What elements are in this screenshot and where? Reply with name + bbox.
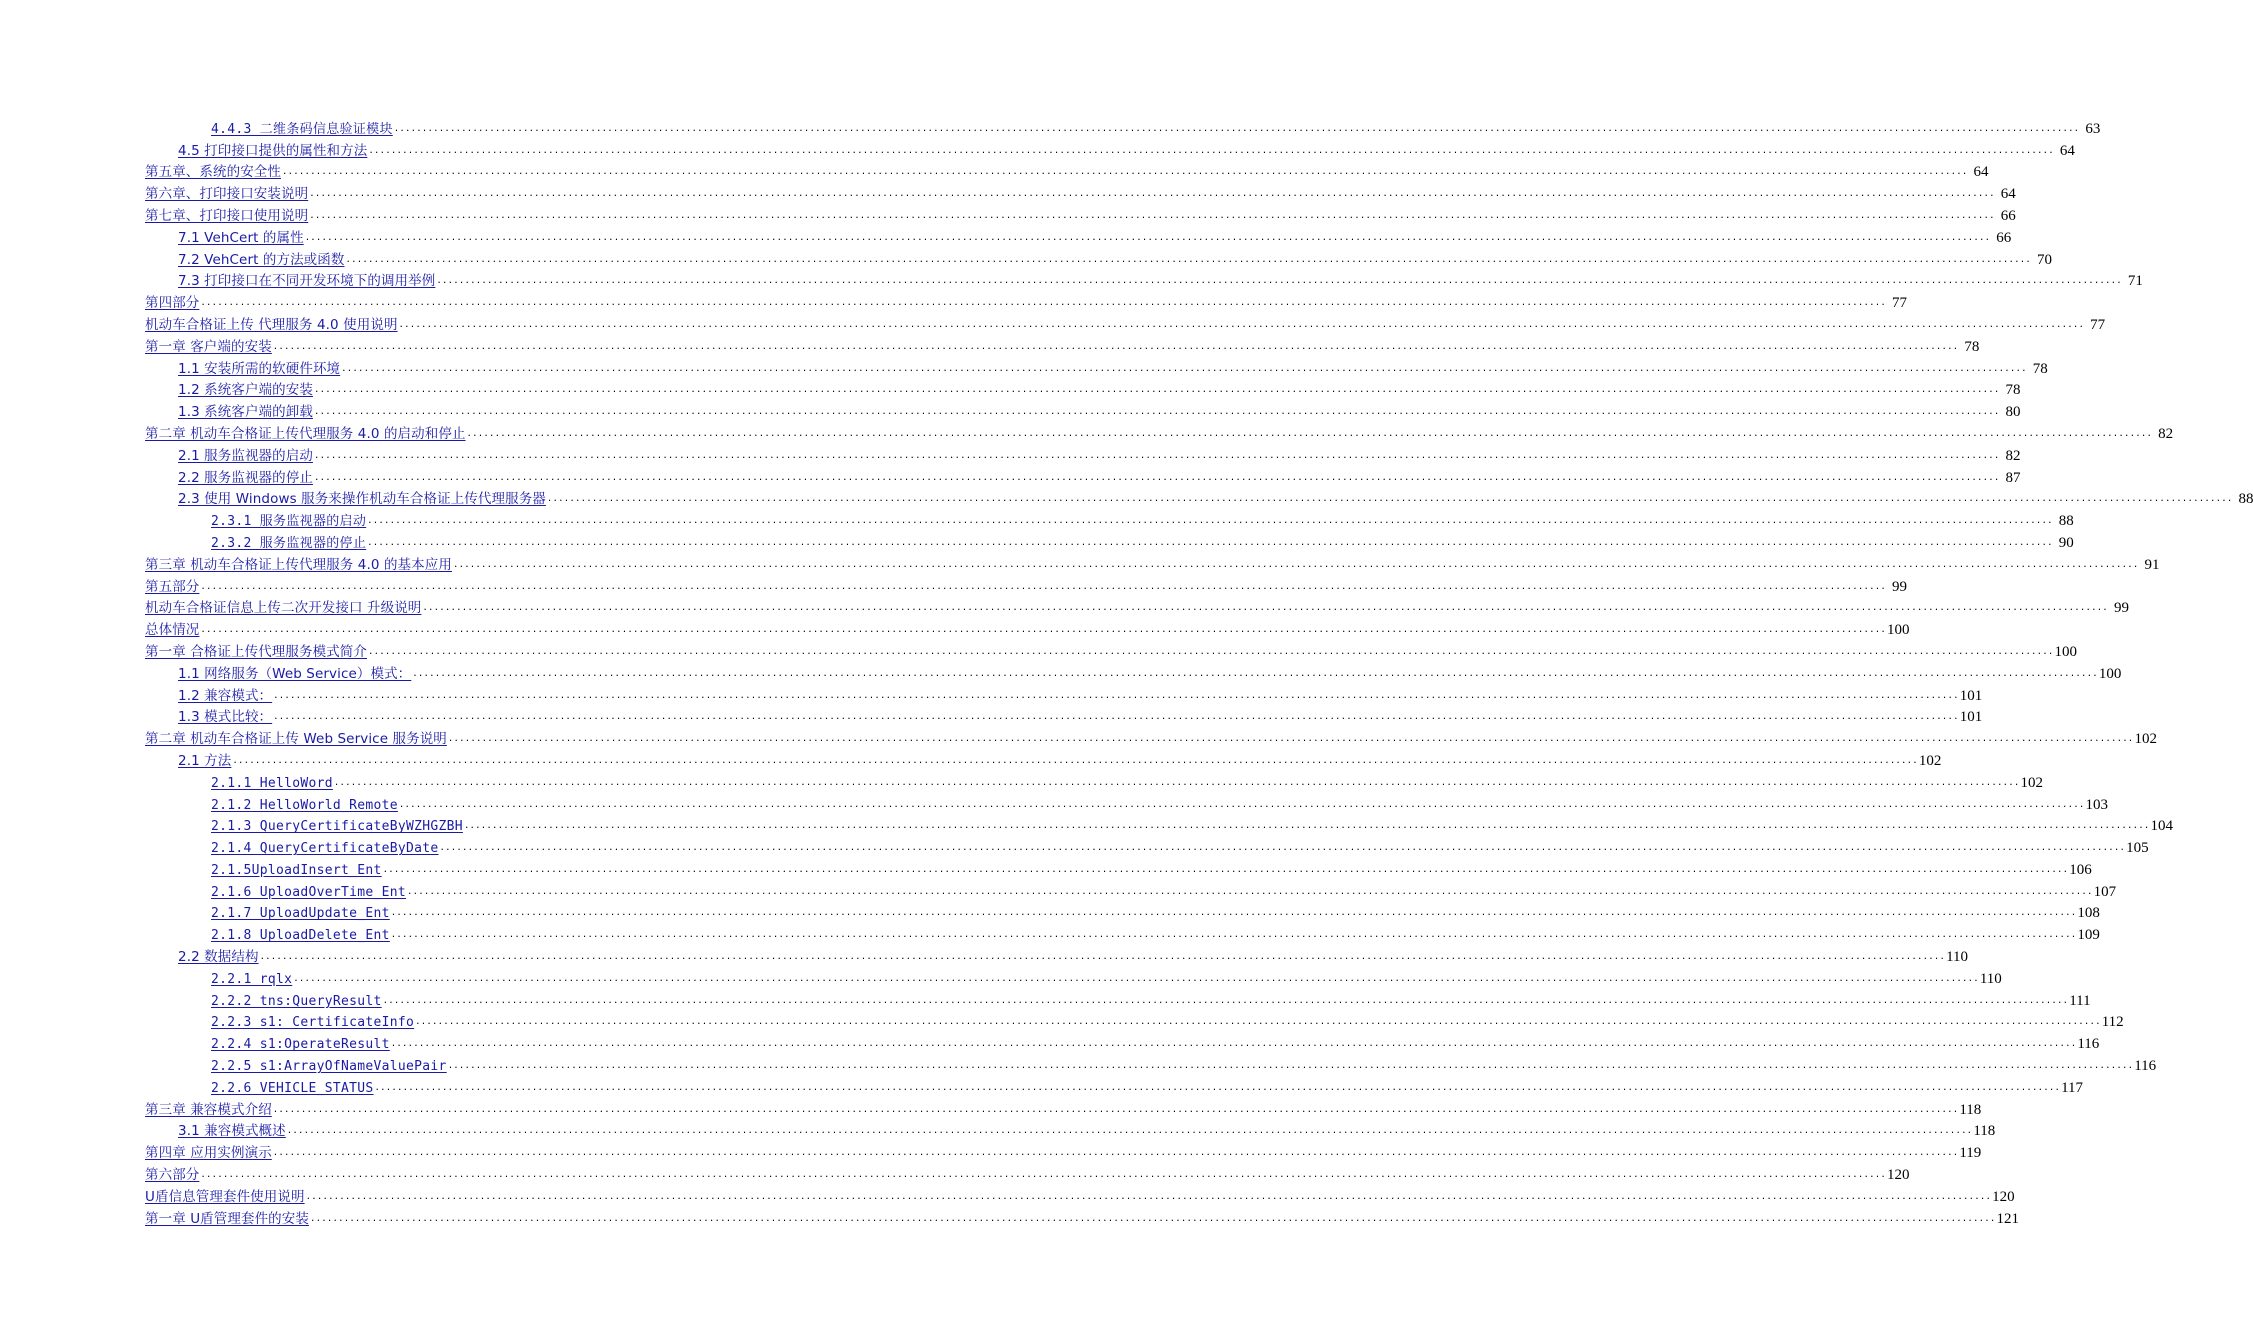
toc-page-number: 64 [2000, 186, 2016, 203]
dot-leader: ............................................................................................................................................................................................................................................................................................................ [313, 450, 2000, 461]
toc-entry-link[interactable]: 1.2 兼容模式： [178, 687, 273, 704]
toc-entry[interactable] [145, 1031, 2100, 1053]
toc-entry-link[interactable]: 2.1.7 UploadUpdate_Ent [211, 906, 390, 922]
toc-entry-link[interactable]: 1.3 模式比较： [178, 709, 273, 726]
toc-entry-link[interactable]: 2.1.6 UploadOverTime_Ent [211, 884, 407, 900]
toc-entry-link[interactable]: 2.2.6 VEHICLE_STATUS [211, 1080, 374, 1096]
toc-entry[interactable] [145, 770, 2043, 792]
toc-page-number: 103 [2085, 796, 2108, 813]
toc-page-number: 102 [1918, 752, 1942, 769]
toc-page-number: 66 [1996, 229, 2012, 246]
dot-leader: ............................................................................................................................................................................................................................................................................................................ [313, 472, 2000, 483]
dot-leader: ............................................................................................................................................................................................................................................................................................................ [200, 1170, 1886, 1181]
toc-entry[interactable] [145, 901, 2100, 923]
dot-leader: ............................................................................................................................................................................................................................................................................................................ [200, 298, 1886, 309]
toc-entry[interactable] [145, 356, 2048, 378]
dot-leader: ............................................................................................................................................................................................................................................................................................................ [422, 603, 2108, 614]
toc-entry-link[interactable]: 2.2 服务监视器的停止 [178, 469, 313, 486]
toc-entry[interactable] [145, 617, 1910, 639]
toc-entry-link[interactable]: 2.3.1 服务监视器的启动 [211, 514, 367, 530]
toc-page-number: 102 [2134, 731, 2157, 748]
toc-entry[interactable] [145, 596, 2129, 618]
toc-page-number: 100 [2054, 643, 2078, 660]
toc-entry[interactable] [145, 1140, 1982, 1162]
toc-page-number: 116 [2077, 1036, 2100, 1053]
dot-leader: ............................................................................................................................................................................................................................................................................................................ [273, 690, 1959, 701]
toc-page-number: 87 [2005, 469, 2021, 486]
toc-entry[interactable] [145, 792, 2108, 814]
toc-entry-link[interactable]: 2.2.1 rqlx [211, 971, 293, 987]
toc-entry[interactable] [145, 399, 2021, 421]
toc-page-number: 102 [2020, 774, 2043, 791]
toc-entry[interactable] [145, 269, 2143, 291]
toc-page-number: 105 [2126, 840, 2149, 857]
toc-page-number: 101 [1959, 687, 1983, 704]
toc-page-number: 110 [1979, 970, 2002, 987]
toc-entry[interactable] [145, 661, 2122, 683]
toc-entry-link[interactable]: 2.1.3 QueryCertificateByWZHGZBH [211, 819, 463, 835]
toc-entry-link[interactable]: 第三章 机动车合格证上传代理服务 4.0 的基本应用 [145, 556, 452, 573]
toc-entry-link[interactable]: 第六部分 [145, 1167, 200, 1184]
toc-page-number: 116 [2134, 1058, 2157, 1075]
toc-page-number: 101 [1959, 709, 1983, 726]
toc-page-number: 108 [2077, 905, 2100, 922]
toc-page-number: 82 [2158, 425, 2174, 442]
toc-entry[interactable] [145, 312, 2106, 334]
toc-entry[interactable] [145, 487, 2253, 509]
toc-entry-link[interactable]: 第二章 机动车合格证上传代理服务 4.0 的启动和停止 [145, 425, 466, 442]
toc-entry-link[interactable]: 第七章、打印接口使用说明 [145, 207, 309, 224]
toc-entry[interactable] [145, 290, 1907, 312]
toc-entry-link[interactable]: 4.4.3 二维条码信息验证模块 [211, 121, 393, 137]
toc-entry[interactable] [145, 944, 1969, 966]
toc-page-number: 106 [2069, 861, 2092, 878]
toc-page-number: 77 [2090, 316, 2106, 333]
toc-page-number: 80 [2005, 404, 2021, 421]
toc-entry-link[interactable]: 第五部分 [145, 578, 200, 595]
toc-entry-link[interactable]: 2.3 使用 Windows 服务来操作机动车合格证上传代理服务器 [178, 491, 546, 508]
toc-entry-link[interactable]: 第一章 合格证上传代理服务模式简介 [145, 643, 367, 660]
toc-entry[interactable] [145, 421, 2174, 443]
dot-leader: ............................................................................................................................................................................................................................................................................................................ [382, 995, 2069, 1006]
dot-leader: ............................................................................................................................................................................................................................................................................................................ [313, 385, 2000, 396]
toc-page-number: 100 [1886, 622, 1910, 639]
toc-entry[interactable] [145, 966, 2002, 988]
dot-leader: ............................................................................................................................................................................................................................................................................................................ [305, 1191, 1992, 1202]
toc-entry-link[interactable]: 2.3.2 服务监视器的停止 [211, 535, 367, 551]
toc-entry-link[interactable]: 1.1 网络服务（Web Service）模式： [178, 665, 412, 682]
dot-leader: ............................................................................................................................................................................................................................................................................................................ [368, 145, 2054, 156]
dot-leader: ............................................................................................................................................................................................................................................................................................................ [293, 973, 1979, 984]
toc-entry[interactable] [145, 1053, 2157, 1075]
toc-page-number: 70 [2037, 251, 2053, 268]
toc-entry[interactable] [145, 748, 1942, 770]
toc-page-number: 120 [1886, 1167, 1910, 1184]
toc-entry[interactable] [145, 879, 2117, 901]
toc-entry-link[interactable]: 2.2.5 s1:ArrayOfNameValuePair [211, 1059, 447, 1075]
toc-entry[interactable] [145, 552, 2160, 574]
toc-entry[interactable] [145, 835, 2149, 857]
toc-entry-link[interactable]: 第四章 应用实例演示 [145, 1145, 272, 1162]
dot-leader: ............................................................................................................................................................................................................................................................................................................ [447, 734, 2134, 745]
toc-entry[interactable] [145, 225, 2012, 247]
dot-leader: ............................................................................................................................................................................................................................................................................................................ [398, 319, 2085, 330]
dot-leader: ............................................................................................................................................................................................................................................................................................................ [452, 559, 2139, 570]
toc-page-number: 64 [2059, 142, 2075, 159]
toc-entry-link[interactable]: 2.1 服务监视器的启动 [178, 447, 313, 464]
toc-entry[interactable] [145, 726, 2157, 748]
toc-page-number: 88 [2238, 491, 2253, 508]
toc-page-number: 99 [1891, 578, 1907, 595]
toc-entry-link[interactable]: 1.2 系统客户端的安装 [178, 382, 313, 399]
toc-entry[interactable] [145, 247, 2053, 269]
toc-entry[interactable] [145, 574, 1907, 596]
dot-leader: ............................................................................................................................................................................................................................................................................................................ [200, 625, 1886, 636]
toc-entry[interactable] [145, 181, 2016, 203]
toc-page-number: 107 [2093, 883, 2117, 900]
toc-page-number: 117 [2061, 1079, 2084, 1096]
toc-entry[interactable] [145, 160, 1989, 182]
toc-page-number: 121 [1996, 1210, 2020, 1227]
dot-leader: ............................................................................................................................................................................................................................................................................................................ [398, 799, 2085, 810]
toc-entry[interactable] [145, 465, 2021, 487]
toc-page-number: 120 [1992, 1188, 2015, 1205]
toc-page-number: 78 [1964, 338, 1980, 355]
dot-leader: ............................................................................................................................................................................................................................................................................................................ [546, 494, 2233, 505]
dot-leader: ............................................................................................................................................................................................................................................................................................................ [436, 276, 2122, 287]
toc-entry-link[interactable]: 4.5 打印接口提供的属性和方法 [178, 142, 368, 159]
dot-leader: ............................................................................................................................................................................................................................................................................................................ [333, 777, 2020, 788]
toc-page-number: 109 [2077, 927, 2100, 944]
toc-entry-link[interactable]: 2.1.2 HelloWorld_Remote [211, 797, 398, 813]
dot-leader: ............................................................................................................................................................................................................................................................................................................ [412, 668, 2098, 679]
dot-leader: ............................................................................................................................................................................................................................................................................................................ [382, 864, 2069, 875]
toc-entry[interactable] [145, 1206, 2020, 1228]
dot-leader: ............................................................................................................................................................................................................................................................................................................ [313, 407, 2000, 418]
dot-leader: ............................................................................................................................................................................................................................................................................................................ [345, 254, 2032, 265]
toc-page-number: 78 [2032, 360, 2048, 377]
toc-entry-link[interactable]: 机动车合格证信息上传二次开发接口 升级说明 [145, 600, 422, 617]
dot-leader: ............................................................................................................................................................................................................................................................................................................ [415, 1017, 2101, 1028]
toc-entry[interactable] [145, 857, 2092, 879]
toc-page-number: 111 [2069, 992, 2091, 1009]
toc-entry[interactable] [145, 508, 2074, 530]
toc-entry[interactable] [145, 1075, 2084, 1097]
dot-leader: ............................................................................................................................................................................................................................................................................................................ [309, 1213, 1996, 1224]
toc-page-number: 63 [2085, 120, 2101, 137]
toc-entry-link[interactable]: 第一章 U盾管理套件的安装 [145, 1210, 309, 1227]
toc-entry[interactable] [145, 1119, 1996, 1141]
dot-leader: ............................................................................................................................................................................................................................................................................................................ [341, 363, 2027, 374]
toc-entry-link[interactable]: 7.1 VehCert 的属性 [178, 229, 304, 246]
toc-entry[interactable] [145, 378, 2021, 400]
toc-page-number: 119 [1959, 1145, 1982, 1162]
dot-leader: ............................................................................................................................................................................................................................................................................................................ [272, 1104, 1959, 1115]
toc-page-number: 118 [1973, 1123, 1996, 1140]
toc-entry-link[interactable]: 3.1 兼容模式概述 [178, 1123, 286, 1140]
toc-page-number: 118 [1959, 1101, 1982, 1118]
toc-entry-link[interactable]: 2.1.1 HelloWord [211, 775, 333, 791]
dot-leader: ............................................................................................................................................................................................................................................................................................................ [286, 1126, 1973, 1137]
dot-leader: ............................................................................................................................................................................................................................................................................................................ [309, 189, 1995, 200]
toc-page-number: 100 [2098, 665, 2122, 682]
toc-page-number: 90 [2058, 534, 2074, 551]
dot-leader: ............................................................................................................................................................................................................................................................................................................ [200, 581, 1886, 592]
toc-entry-link[interactable]: 2.1.4 QueryCertificateByDate [211, 841, 439, 857]
dot-leader: ............................................................................................................................................................................................................................................................................................................ [407, 886, 2093, 897]
toc-entry[interactable] [145, 1184, 2015, 1206]
toc-entry-link[interactable]: 2.1 方法 [178, 752, 232, 769]
toc-entry-link[interactable]: U盾信息管理套件使用说明 [145, 1188, 305, 1205]
toc-entry[interactable] [145, 334, 1980, 356]
toc-page-number: 64 [1973, 164, 1989, 181]
toc-entry-link[interactable]: 1.1 安装所需的软硬件环境 [178, 360, 341, 377]
toc-page-number: 110 [1946, 949, 1969, 966]
toc-entry[interactable] [145, 639, 2078, 661]
toc-entry[interactable] [145, 922, 2100, 944]
toc-entry[interactable] [145, 443, 2021, 465]
dot-leader: ............................................................................................................................................................................................................................................................................................................ [463, 821, 2150, 832]
toc-entry[interactable] [145, 138, 2075, 160]
dot-leader: ............................................................................................................................................................................................................................................................................................................ [439, 843, 2126, 854]
toc-entry-link[interactable]: 1.3 系统客户端的卸载 [178, 404, 313, 421]
toc-entry-link[interactable]: 第一章 客户端的安装 [145, 338, 272, 355]
toc-entry-link[interactable]: 机动车合格证上传 代理服务 4.0 使用说明 [145, 316, 398, 333]
toc-page-number: 71 [2127, 273, 2143, 290]
dot-leader: ............................................................................................................................................................................................................................................................................................................ [259, 952, 1946, 963]
toc-entry-link[interactable]: 2.2.3 s1: CertificateInfo [211, 1015, 415, 1031]
dot-leader: ............................................................................................................................................................................................................................................................................................................ [272, 341, 1959, 352]
dot-leader: ............................................................................................................................................................................................................................................................................................................ [390, 1039, 2077, 1050]
toc-entry[interactable] [145, 683, 1983, 705]
toc-entry-link[interactable]: 第三章 兼容模式介绍 [145, 1101, 272, 1118]
dot-leader: ............................................................................................................................................................................................................................................................................................................ [367, 537, 2053, 548]
toc-page-number: 99 [2113, 600, 2129, 617]
toc-entry-link[interactable]: 总体情况 [145, 622, 200, 639]
toc-entry-link[interactable]: 7.3 打印接口在不同开发环境下的调用举例 [178, 273, 436, 290]
dot-leader: ............................................................................................................................................................................................................................................................................................................ [273, 712, 1959, 723]
toc-entry-link[interactable]: 2.2.4 s1:OperateResult [211, 1037, 390, 1053]
toc-entry[interactable] [145, 1162, 1910, 1184]
toc-page-number: 91 [2144, 556, 2160, 573]
dot-leader: ............................................................................................................................................................................................................................................................................................................ [447, 1061, 2134, 1072]
toc-entry-link[interactable]: 7.2 VehCert 的方法或函数 [178, 251, 345, 268]
toc-page-number: 82 [2005, 447, 2021, 464]
toc-entry-link[interactable]: 第六章、打印接口安装说明 [145, 186, 309, 203]
dot-leader: ............................................................................................................................................................................................................................................................................................................ [282, 167, 1968, 178]
toc-entry-link[interactable]: 第二章 机动车合格证上传 Web Service 服务说明 [145, 731, 447, 748]
dot-leader: ............................................................................................................................................................................................................................................................................................................ [232, 755, 1918, 766]
toc-entry-link[interactable]: 第五章、系统的安全性 [145, 164, 281, 181]
toc-entry-link[interactable]: 第四部分 [145, 295, 200, 312]
toc-entry[interactable] [145, 988, 2091, 1010]
table-of-contents [145, 116, 2253, 1228]
toc-page-number: 104 [2150, 818, 2173, 835]
toc-entry-link[interactable]: 2.2.2 tns:QueryResult [211, 993, 382, 1009]
toc-entry[interactable] [145, 705, 1983, 727]
toc-entry[interactable] [145, 1010, 2124, 1032]
dot-leader: ............................................................................................................................................................................................................................................................................................................ [393, 123, 2080, 134]
dot-leader: ............................................................................................................................................................................................................................................................................................................ [304, 232, 1991, 243]
toc-page-number: 77 [1891, 295, 1907, 312]
dot-leader: ............................................................................................................................................................................................................................................................................................................ [466, 428, 2153, 439]
dot-leader: ............................................................................................................................................................................................................................................................................................................ [390, 930, 2077, 941]
toc-entry-link[interactable]: 2.2 数据结构 [178, 949, 259, 966]
dot-leader: ............................................................................................................................................................................................................................................................................................................ [390, 908, 2077, 919]
toc-entry[interactable] [145, 530, 2074, 552]
toc-entry[interactable] [145, 814, 2173, 836]
dot-leader: ............................................................................................................................................................................................................................................................................................................ [367, 516, 2053, 527]
toc-entry-link[interactable]: 2.1.8 UploadDelete_Ent [211, 928, 390, 944]
toc-entry[interactable] [145, 203, 2016, 225]
toc-page-number: 66 [2000, 207, 2016, 224]
toc-page-number: 88 [2058, 513, 2074, 530]
toc-entry-link[interactable]: 2.1.5UploadInsert_Ent [211, 862, 382, 878]
toc-entry[interactable] [145, 116, 2101, 138]
dot-leader: ............................................................................................................................................................................................................................................................................................................ [309, 210, 1995, 221]
dot-leader: ............................................................................................................................................................................................................................................................................................................ [272, 1148, 1959, 1159]
dot-leader: ............................................................................................................................................................................................................................................................................................................ [374, 1082, 2061, 1093]
toc-entry[interactable] [145, 1097, 1982, 1119]
toc-page-number: 78 [2005, 382, 2021, 399]
toc-page-number: 112 [2101, 1014, 2124, 1031]
dot-leader: ............................................................................................................................................................................................................................................................................................................ [368, 646, 2054, 657]
